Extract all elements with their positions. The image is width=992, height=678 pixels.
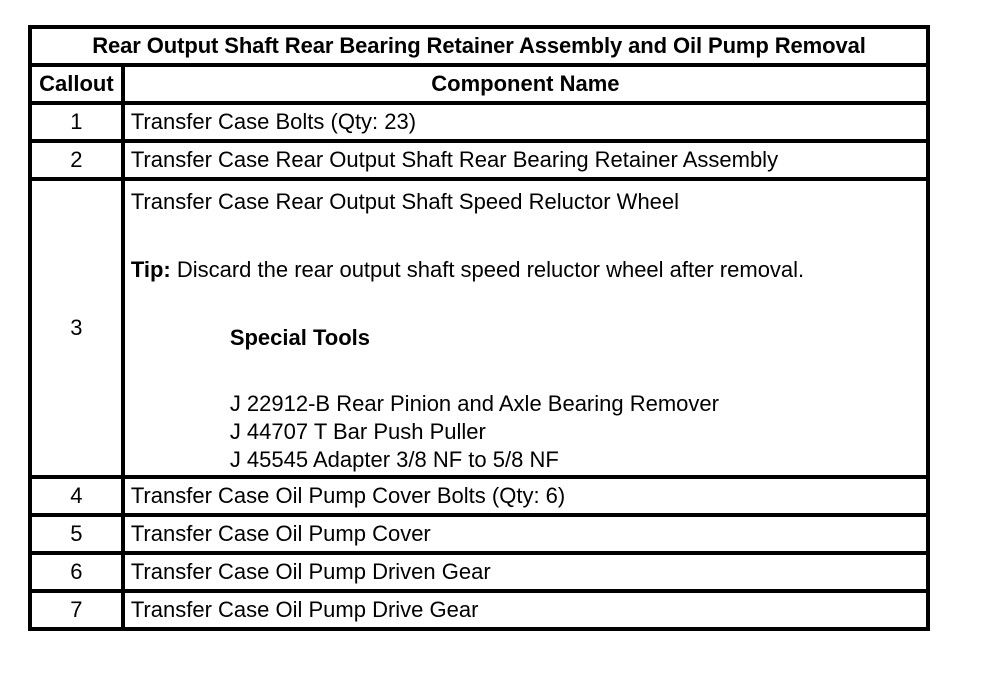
callout-cell: 7 xyxy=(30,591,123,629)
component-name-cell: Transfer Case Oil Pump Cover Bolts (Qty: 6) xyxy=(123,477,928,515)
component-name-header: Component Name xyxy=(123,65,928,103)
table-row xyxy=(30,103,928,141)
component-name-cell: Transfer Case Rear Output Shaft Rear Bearing Retainer Assembly xyxy=(123,141,928,179)
callout-cell: 2 xyxy=(30,141,123,179)
header-row xyxy=(30,65,928,103)
tip-text: Discard the rear output shaft speed reluctor wheel after removal. xyxy=(170,257,805,282)
component-name: Transfer Case Rear Output Shaft Speed Reluctor Wheel xyxy=(130,189,680,214)
callout-cell: 4 xyxy=(30,477,123,515)
callout-cell: 3 xyxy=(30,179,123,477)
table-row xyxy=(30,477,928,515)
table-row xyxy=(30,591,928,629)
callout-cell: 5 xyxy=(30,515,123,553)
table-title: Rear Output Shaft Rear Bearing Retainer Assembly and Oil Pump Removal xyxy=(30,27,928,65)
component-name-cell: Transfer Case Oil Pump Driven Gear xyxy=(123,553,928,591)
callout-header: Callout xyxy=(30,65,123,103)
table-row xyxy=(30,141,928,179)
tip-label: Tip: xyxy=(130,257,171,282)
table-row xyxy=(30,553,928,591)
component-name-cell: Transfer Case Oil Pump Cover xyxy=(123,515,928,553)
special-tool-item: J 45545 Adapter 3/8 NF to 5/8 NF xyxy=(229,447,559,472)
component-table xyxy=(28,25,930,631)
component-name-cell: Transfer Case Bolts (Qty: 23) xyxy=(123,103,928,141)
title-row xyxy=(30,27,928,65)
component-detail-cell xyxy=(123,179,928,477)
table-row xyxy=(30,179,928,477)
special-tool-item: J 44707 T Bar Push Puller xyxy=(229,419,486,444)
table-row xyxy=(30,515,928,553)
special-tools-heading: Special Tools xyxy=(229,325,370,350)
special-tool-item: J 22912-B Rear Pinion and Axle Bearing Remover xyxy=(229,391,719,416)
component-name-cell: Transfer Case Oil Pump Drive Gear xyxy=(123,591,928,629)
callout-cell: 6 xyxy=(30,553,123,591)
tip-note xyxy=(131,255,926,283)
callout-cell: 1 xyxy=(30,103,123,141)
